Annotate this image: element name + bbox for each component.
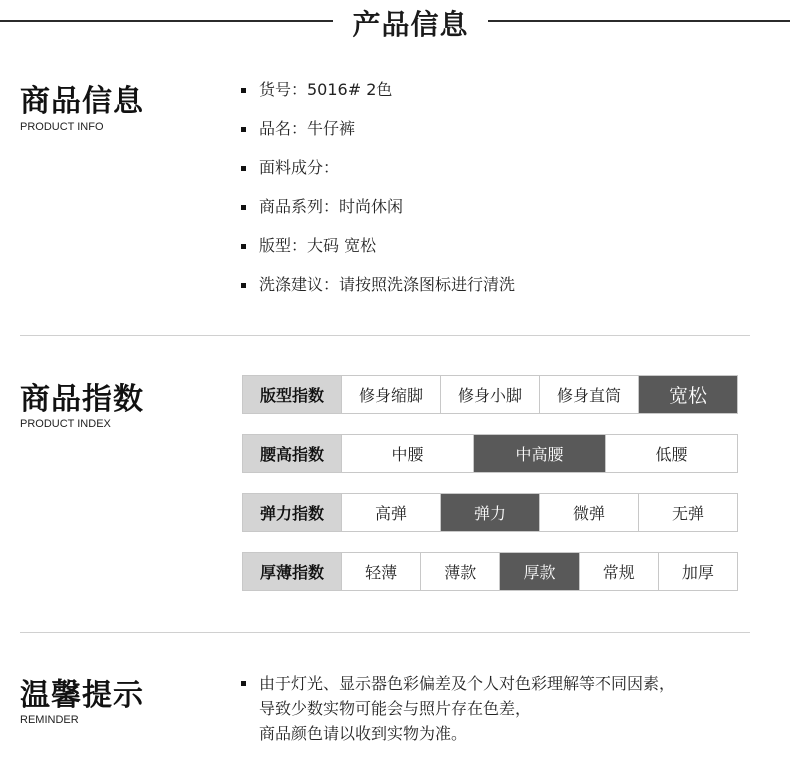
- index-option: 加厚: [681, 563, 714, 582]
- index-row: [242, 493, 738, 532]
- index-row: [242, 434, 738, 473]
- header-line-right: [488, 20, 790, 22]
- product-info-list: [240, 78, 515, 312]
- info-item-fit: 版型：大码 宽松: [240, 234, 515, 273]
- index-option: 常规: [580, 553, 659, 590]
- product-info-subtitle: PRODUCT INFO: [20, 121, 104, 133]
- reminder-line: 导致少数实物可能会与照片存在色差，: [259, 699, 532, 718]
- index-row-label: 腰高指数: [243, 435, 342, 472]
- header-line-left: [0, 20, 333, 22]
- info-item-washing: 洗涤建议：请按照洗涤图标进行清洗: [240, 273, 515, 312]
- info-item-name: 品名：牛仔裤: [240, 117, 515, 156]
- reminder-text: [240, 671, 675, 746]
- index-row: [242, 375, 738, 414]
- info-item-series: 商品系列：时尚休闲: [240, 195, 515, 234]
- info-item-sku: 货号：5016# 2色: [240, 78, 515, 117]
- index-options: [342, 376, 737, 413]
- index-option: 轻薄: [342, 553, 421, 590]
- index-row-label: 弹力指数: [243, 494, 342, 531]
- index-option: 修身缩脚: [342, 376, 441, 413]
- page-header: [0, 0, 790, 44]
- section-divider: [20, 335, 750, 336]
- index-option: 中腰: [342, 435, 474, 472]
- index-row-label: 厚薄指数: [243, 553, 342, 590]
- index-option: 低腰: [655, 445, 688, 464]
- index-option: 薄款: [421, 553, 500, 590]
- reminder-line: 商品颜色请以收到实物为准。: [259, 724, 468, 743]
- index-options: [342, 494, 737, 531]
- index-row-label: 版型指数: [243, 376, 342, 413]
- reminder-line: 由于灯光、显示器色彩偏差及个人对色彩理解等不同因素，: [259, 674, 676, 693]
- section-divider: [20, 632, 750, 633]
- index-option: 修身小脚: [441, 376, 540, 413]
- index-row: [242, 552, 738, 591]
- product-index-title: 商品指数: [20, 382, 144, 417]
- index-option: 无弹: [671, 504, 704, 523]
- index-options: [342, 435, 737, 472]
- index-option: 高弹: [342, 494, 441, 531]
- reminder-title: 温馨提示: [20, 678, 144, 713]
- reminder-subtitle: REMINDER: [20, 714, 79, 726]
- index-option-selected: 弹力: [441, 494, 540, 531]
- index-option: 修身直筒: [540, 376, 639, 413]
- product-info-title: 商品信息: [20, 84, 144, 119]
- info-item-fabric: 面料成分：: [240, 156, 515, 195]
- index-option-selected: 中高腰: [474, 435, 606, 472]
- index-option: 微弹: [540, 494, 639, 531]
- index-option-selected: 宽松: [639, 376, 737, 413]
- page-title: 产品信息: [352, 8, 469, 41]
- index-option-selected: 厚款: [500, 553, 579, 590]
- product-index-subtitle: PRODUCT INDEX: [20, 418, 111, 430]
- index-options: [342, 553, 737, 590]
